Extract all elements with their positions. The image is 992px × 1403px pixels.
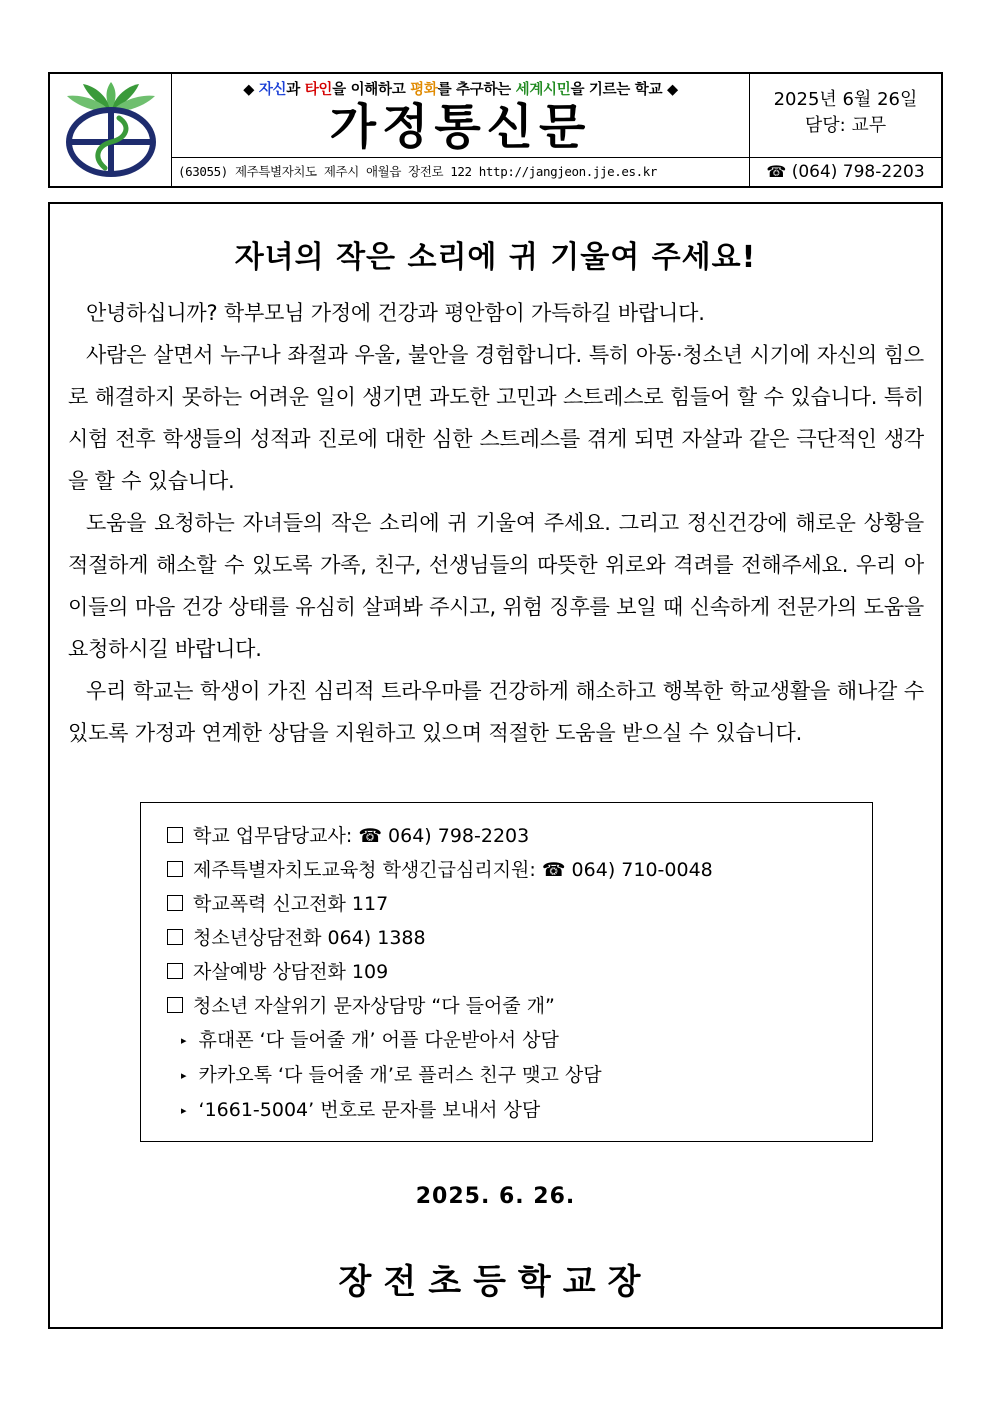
slogan-word-peace: 평화 — [410, 82, 438, 98]
logo-cell — [50, 74, 172, 186]
letter-content — [48, 202, 943, 1329]
signature: 장전초등학교장 — [338, 1262, 653, 1302]
department: 담당: 교무 — [804, 115, 887, 136]
slogan-word-self: 자신 — [258, 82, 287, 98]
checkbox-icon — [167, 929, 183, 945]
issue-date: 2025년 6월 26일 — [773, 89, 918, 110]
headline: 자녀의 작은 소리에 귀 기울여 주세요! — [234, 240, 757, 275]
triangle-bullet-icon: ▸ — [181, 1069, 187, 1082]
slogan-text: 를 추구하는 — [437, 82, 516, 98]
paragraph: 도움을 요청하는 자녀들의 작은 소리에 귀 기울여 주세요. 그리고 정신건강에 해로운 상황을 적절하게 해소할 수 있도록 가족, 친구, 선생님들의 따뜻한 위로와 격려를 전해주세요. 우리 아이들의 마음 건강 상태를 유심히 살펴봐 주시고, 위험 징후를 보일 때 신속하게 전문가의 도움을 요청하시길 바랍니다. — [68, 511, 924, 661]
school-slogan — [172, 78, 749, 99]
date-cell — [750, 74, 941, 158]
triangle-bullet-icon: ▸ — [181, 1034, 187, 1047]
phone-number: (064) 798-2203 — [791, 162, 925, 182]
slogan-text: 을 이해하고 — [332, 82, 411, 98]
slogan-word-others: 타인 — [304, 82, 333, 98]
checkbox-icon — [167, 895, 183, 911]
title-cell — [172, 74, 750, 158]
list-item: 청소년상담전화 064) 1388 — [167, 921, 872, 955]
sub-list-item: ▸ 카카오톡 ‘다 들어줄 개’로 플러스 친구 맺고 상담 — [181, 1064, 602, 1086]
slogan-bullet-right: ◆ — [666, 82, 678, 98]
slogan-word-global-citizen: 세계시민 — [515, 82, 571, 98]
slogan-text: 을 기르는 학교 — [570, 82, 663, 98]
list-item: 학교 업무담당교사: ☎ 064) 798-2203 — [167, 819, 872, 853]
checkbox-icon — [167, 861, 183, 877]
triangle-bullet-icon: ▸ — [181, 1104, 187, 1117]
list-item: 학교폭력 신고전화 117 — [167, 887, 872, 921]
slogan-bullet-left: ◆ — [243, 82, 255, 98]
checkbox-icon — [167, 827, 183, 843]
paragraph: 안녕하십니까? 학부모님 가정에 건강과 평안함이 가득하길 바랍니다. — [86, 301, 705, 325]
checkbox-icon — [167, 997, 183, 1013]
list-item: 청소년 자살위기 문자상담망 “다 들어줄 개” — [167, 989, 872, 1023]
paragraph: 우리 학교는 학생이 가진 심리적 트라우마를 건강하게 해소하고 행복한 학교생활을 해나갈 수 있도록 가정과 연계한 상담을 지원하고 있으며 적절한 도움을 받으실 수 있습니다. — [68, 679, 924, 745]
phone-cell — [750, 158, 941, 186]
school-emblem-icon — [61, 80, 161, 180]
page-title: 가정통신문 — [329, 99, 592, 155]
sub-list-item: ▸ 휴대폰 ‘다 들어줄 개’ 어플 다운받아서 상담 — [181, 1029, 559, 1051]
closing-date: 2025. 6. 26. — [415, 1184, 576, 1209]
contact-box — [140, 802, 873, 1142]
sub-list-item: ▸ ‘1661-5004’ 번호로 문자를 보내서 상담 — [181, 1099, 541, 1121]
newsletter-header — [48, 72, 943, 188]
letter-body — [68, 292, 924, 754]
paragraph: 사람은 살면서 누구나 좌절과 우울, 불안을 경험합니다. 특히 아동·청소년 시기에 자신의 힘으로 해결하지 못하는 어려운 일이 생기면 과도한 고민과 스트레스로 힘들어 할 수 있습니다. 특히 시험 전후 학생들의 성적과 진로에 대한 심한 스트레스를 겪게 되면 자살과 같은 극단적인 생각을 할 수 있습니다. — [68, 343, 924, 493]
list-item: 자살예방 상담전화 109 — [167, 955, 872, 989]
phone-icon: ☎ — [766, 162, 787, 181]
list-item: 제주특별자치도교육청 학생긴급심리지원: ☎ 064) 710-0048 — [167, 853, 872, 887]
address: (63055) 제주특별자치도 제주시 애월읍 장전로 122 http://jangjeon.jje.es.kr — [172, 158, 750, 186]
slogan-text: 과 — [286, 82, 305, 98]
checkbox-icon — [167, 963, 183, 979]
